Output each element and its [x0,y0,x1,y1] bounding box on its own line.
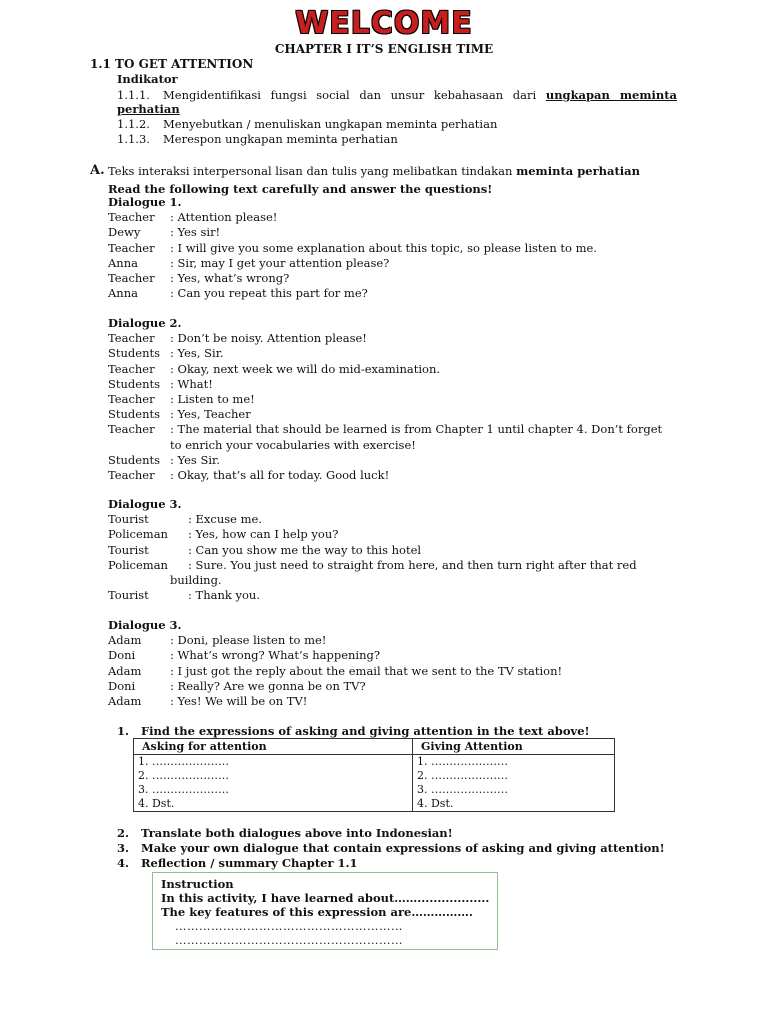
line-text: : Okay, next week we will do mid-examination. [170,361,441,376]
dialogue-line [108,558,637,572]
dialogue-title: Dialogue 2. [108,316,182,330]
dialogue-line [108,422,662,436]
line-text: : Can you repeat this part for me? [170,286,368,301]
dialogue-line [108,377,213,391]
speaker-name: Teacher [108,422,155,437]
dialogue-line [108,512,262,526]
line-text: : What! [170,376,213,391]
speaker-name: Policeman [108,527,168,542]
answer-table-row [134,755,615,812]
part-a-letter: A. [90,163,105,178]
speaker-name: Policeman [108,557,168,572]
reflection-line-2[interactable]: The key features of this expression are……………. [161,905,473,919]
speaker-name: Anna [108,255,138,270]
dialogue-line [108,468,389,482]
line-text: : Doni, please listen to me! [170,633,327,648]
speaker-name: Dewy [108,225,141,240]
indicator-item-2: 1.1.2. Menyebutkan / menuliskan ungkapan meminta perhatian [117,117,498,131]
line-text: : I just got the reply about the email that we sent to the TV station! [170,663,563,678]
question-1: 1. Find the expressions of asking and giving attention in the text above! [117,724,590,738]
reflection-box [152,872,498,950]
dialogue-line [108,271,289,285]
asking-cell[interactable]: 1. ………………… 2. ………………… 3. ………………… 4. Dst. [134,755,413,812]
line-text: : Yes, what’s wrong? [170,271,290,285]
line-continuation: building. [170,573,222,587]
giving-cell[interactable]: 1. ………………… 2. ………………… 3. ………………… 4. Dst. [413,755,615,812]
dialogue-line [108,346,224,360]
dialogue-line [108,241,597,255]
speaker-name: Students [108,452,161,467]
speaker-name: Teacher [108,271,155,285]
chapter-title: CHAPTER I IT’S ENGLISH TIME [274,42,494,56]
speaker-name: Teacher [108,468,155,482]
indicator-heading: Indikator [117,72,178,86]
line-text: : Excuse me. [188,512,262,527]
speaker-name: Anna [108,286,138,301]
line-text: : Okay, that’s all for today. Good luck! [170,468,390,482]
question-3: 3. Make your own dialogue that contain expressions of asking and giving attention! [117,841,665,855]
line-text: : The material that should be learned is from Chapter 1 until chapter 4. Don’t forget [170,422,663,437]
answer-table [133,738,615,812]
question-2: 2. Translate both dialogues above into Indonesian! [117,826,453,840]
dialogue-line [108,225,220,239]
asking-header: Asking for attention [134,739,413,755]
line-text: : Yes! We will be on TV! [170,694,308,708]
line-text: : Really? Are we gonna be on TV? [170,678,366,693]
welcome-logo: WELCOME [295,6,473,41]
speaker-name: Tourist [108,588,149,603]
dialogue-line [108,588,260,602]
line-text: : Sure. You just need to straight from here, and then turn right after that red [188,557,637,572]
line-text: : Yes Sir. [170,452,220,467]
line-text: : Don’t be noisy. Attention please! [170,331,367,346]
speaker-name: Adam [108,663,142,678]
reflection-dots-2[interactable]: ………………………………………………… [175,933,403,947]
line-text: : Yes sir! [170,225,221,240]
dialogue-line [108,256,389,270]
dialogue-line [108,648,380,662]
speaker-name: Tourist [108,542,149,557]
dialogue-title: Dialogue 1. [108,195,182,209]
line-text: : Listen to me! [170,392,255,406]
line-text: : What’s wrong? What’s happening? [170,648,381,663]
dialogue-line [108,392,255,406]
line-text: : Yes, Sir. [170,346,224,361]
line-text: : Thank you. [188,588,260,603]
dialogue-line [108,527,338,541]
dialogue-title: Dialogue 3. [108,497,182,511]
reflection-title: Instruction [161,877,234,891]
speaker-name: Teacher [108,392,155,406]
line-text: : Attention please! [170,210,278,225]
dialogue-line [108,210,277,224]
section-title: 1.1 TO GET ATTENTION [90,57,254,71]
dialogue-title: Dialogue 3. [108,618,182,632]
speaker-name: Students [108,407,161,422]
indicator-item-1: 1.1.1. Mengidentifikasi fungsi social dan unsur kebahasaan dari ungkapan meminta perhatian [117,88,677,116]
speaker-name: Teacher [108,361,155,376]
speaker-name: Teacher [108,331,155,346]
line-text: : Yes, how can I help you? [188,527,339,542]
question-4: 4. Reflection / summary Chapter 1.1 [117,856,358,870]
indicator-item-3: 1.1.3. Merespon ungkapan meminta perhatian [117,132,398,146]
dialogue-line [108,453,220,467]
reading-instruction: Read the following text carefully and answer the questions! [108,182,493,196]
line-text: : Yes, Teacher [170,407,251,422]
speaker-name: Tourist [108,512,149,527]
speaker-name: Adam [108,633,142,648]
speaker-name: Doni [108,648,136,663]
dialogue-line [108,633,326,647]
line-text: : Sir, may I get your attention please? [170,255,390,270]
dialogue-line [108,362,440,376]
dialogue-line [108,286,368,300]
line-text: : Can you show me the way to this hotel [188,542,422,557]
dialogue-line [108,694,307,708]
line-text: : I will give you some explanation about this topic, so please listen to me. [170,240,597,255]
dialogue-line [108,407,251,421]
dialogue-line [108,664,562,678]
reflection-line-1[interactable]: In this activity, I have learned about…….................. [161,891,490,905]
speaker-name: Students [108,376,161,391]
line-continuation: to enrich your vocabularies with exercise! [170,437,416,452]
speaker-name: Teacher [108,240,155,255]
dialogue-line [108,543,421,557]
speaker-name: Adam [108,694,142,708]
reflection-dots-1[interactable]: ………………………………………………… [175,919,403,933]
giving-header: Giving Attention [413,739,615,755]
answer-table-header [134,739,615,755]
part-a-text: Teks interaksi interpersonal lisan dan tulis yang melibatkan tindakan meminta perhatian [108,164,640,178]
speaker-name: Students [108,346,161,361]
speaker-name: Teacher [108,210,155,225]
speaker-name: Doni [108,678,136,693]
dialogue-line [108,331,367,345]
dialogue-line [108,679,366,693]
